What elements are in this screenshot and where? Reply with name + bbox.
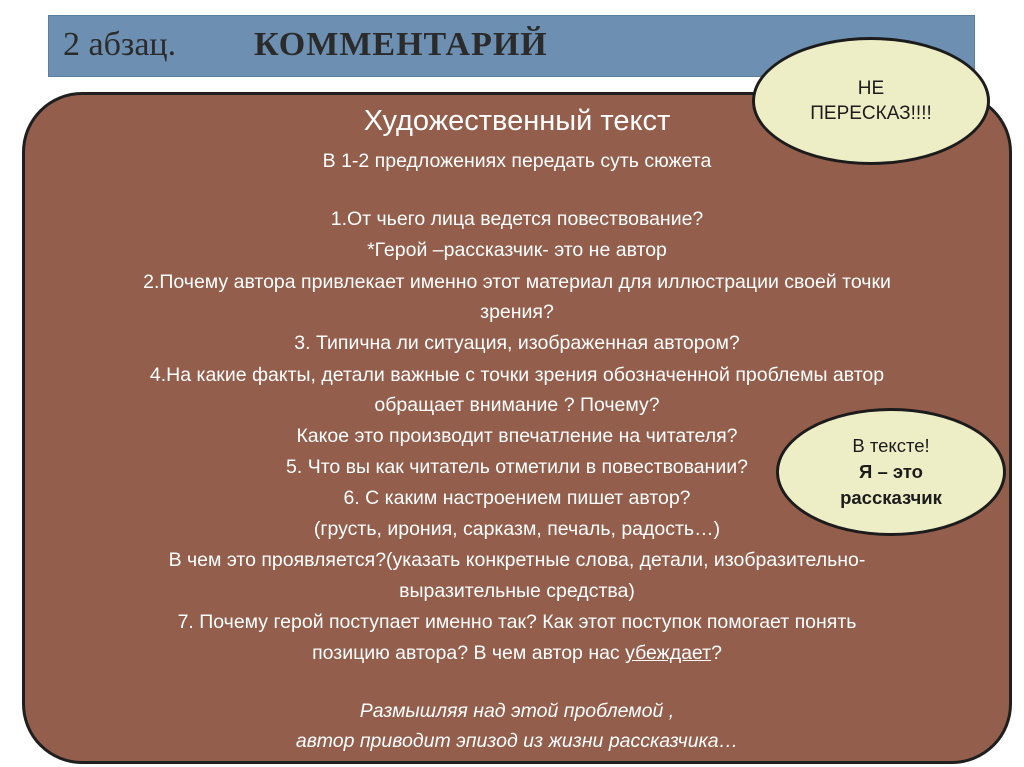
- text-line: В чем это проявляется?(указать конкретные слова, детали, изобразительно-: [168, 549, 866, 571]
- text-line: 6. С каким настроением пишет автор?: [343, 487, 691, 509]
- bubble-text: В тексте!: [852, 435, 930, 456]
- text-line: 7. Почему герой поступает именно так? Как этот поступок помогает понять: [177, 611, 857, 633]
- text-line: 3. Типична ли ситуация, изображенная автором?: [294, 332, 740, 354]
- conclusion-line: автор приводит эпизод из жизни рассказчика…: [295, 730, 739, 752]
- narrator-note-bubble: [776, 408, 1006, 536]
- text-line: зрения?: [480, 301, 554, 323]
- text-line-last: [55, 641, 979, 666]
- text-line: Какое это производит впечатление на читателя?: [296, 425, 738, 447]
- bubble-text: НЕ: [857, 78, 885, 99]
- conclusion-line: Размышляя над этой проблемой ,: [359, 700, 675, 722]
- retelling-warning-bubble: [752, 37, 990, 165]
- text-line: 1.От чьего лица ведется повествование?: [330, 208, 704, 230]
- text-line: *Герой –рассказчик- это не автор: [367, 239, 667, 261]
- section-title: Художественный текст: [363, 105, 671, 137]
- text-line: 4.На какие факты, детали важные с точки зрения обозначенной проблемы автор: [149, 364, 885, 386]
- paragraph-number: 2 абзац.: [63, 26, 177, 63]
- text-line: (грусть, ирония, сарказм, печаль, радость…): [313, 518, 721, 540]
- text-line: выразительные средства): [399, 580, 635, 602]
- bubble-text: Я – это: [859, 461, 923, 482]
- bubble-text: ПЕРЕСКАЗ!!!!: [810, 103, 932, 124]
- slide-title: КОММЕНТАРИЙ: [254, 26, 548, 63]
- text-line: обращает внимание ? Почему?: [374, 394, 660, 416]
- underlined-word: убеждает: [625, 642, 712, 664]
- text-fragment: позицию автора? В чем автор нас: [312, 642, 626, 664]
- text-line: 5. Что вы как читатель отметили в повествовании?: [286, 456, 748, 478]
- text-line: 2.Почему автора привлекает именно этот материал для иллюстрации своей точки: [143, 271, 891, 293]
- text-line: В 1-2 предложениях передать суть сюжета: [322, 150, 712, 172]
- bubble-text: рассказчик: [840, 487, 942, 508]
- question-mark: ?: [711, 642, 722, 664]
